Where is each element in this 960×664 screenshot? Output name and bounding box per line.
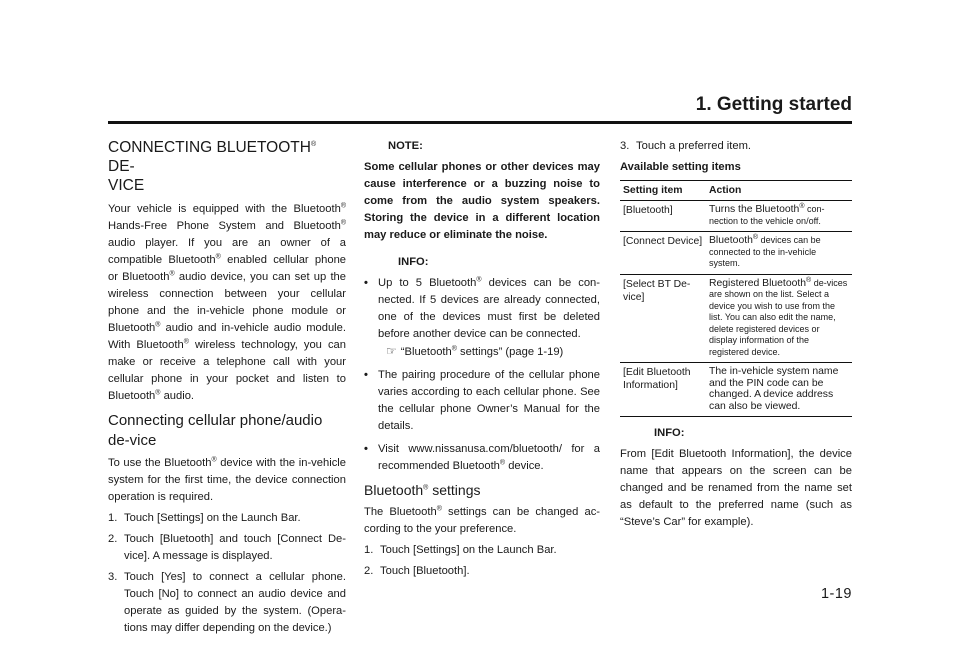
- info-paragraph: From [Edit Bluetooth Information], the device name that appears on the screen can be changed and be renamed from the name set as default to the preferred name (such as “Steve’s Car” for example).: [620, 448, 852, 528]
- column-header-action: Action: [706, 181, 852, 201]
- info-label-2: INFO:: [654, 427, 685, 439]
- column-2: [364, 138, 600, 584]
- reference-icon: ☞: [386, 344, 397, 358]
- info-label: INFO:: [398, 256, 429, 268]
- setting-item-cell: [Bluetooth]: [620, 201, 706, 232]
- table-row: [620, 201, 852, 232]
- list-item: • The pairing procedure of the cellular phone varies according to each cellular phone. See the cellular phone Owner’s Manual for the details.: [364, 369, 600, 432]
- list-item: 1. Touch [Settings] on the Launch Bar.: [108, 512, 301, 524]
- settings-intro-paragraph: The Bluetooth® settings can be changed ac-cording to the your preference.: [364, 505, 601, 535]
- action-cell: Registered Bluetooth® de-vices are shown on the list. Select a device you wish to use from the list. You can also edit the name, delete registered devices or display information of the registered device.: [706, 274, 852, 363]
- table-title: Available setting items: [620, 161, 741, 173]
- note-label: NOTE:: [388, 140, 423, 152]
- section-heading-settings: Bluetooth® settings: [364, 482, 481, 498]
- action-cell: Bluetooth® devices can be connected to the in-vehicle system.: [706, 232, 852, 275]
- intro-paragraph: Your vehicle is equipped with the Bluetooth® Hands-Free Phone System and Bluetooth® audio player. If you are an owner of a compatible Bluetooth® enabled cellular phone or Bluetooth® audio device, you can set up the wireless connection between your cellular phone and the in-vehicle phone module or Bluetooth® audio and in-vehicle audio module. With Bluetooth® wireless technology, you can make or receive a telephone call with your cellular phone in your pocket and listen to Bluetooth® audio.: [108, 202, 347, 402]
- setting-item-cell: [Select BT De-vice]: [620, 274, 706, 363]
- registered-mark: ®: [340, 219, 346, 227]
- connect-intro-paragraph: To use the Bluetooth® device with the in-vehicle system for the first time, the device connection operation is required.: [108, 456, 346, 503]
- registered-mark: ®: [183, 338, 189, 346]
- setting-item-cell: [Edit Bluetooth Information]: [620, 363, 706, 417]
- registered-mark: ®: [211, 456, 217, 464]
- registered-mark: ®: [423, 484, 429, 492]
- registered-mark: ®: [436, 505, 442, 513]
- column-3: [620, 138, 852, 534]
- note-paragraph: Some cellular phones or other devices may cause interference or a buzzing noise to come from the audio system speakers. Storing the device in a different location may reduce or eliminate the noise.: [364, 161, 600, 241]
- registered-mark: ®: [155, 321, 161, 329]
- column-header-setting-item: Setting item: [620, 181, 706, 201]
- registered-mark: ®: [155, 389, 161, 397]
- list-item: 3. Touch a preferred item.: [620, 140, 752, 152]
- info-bullets: [364, 275, 600, 475]
- page-number: 1-19: [820, 586, 852, 602]
- registered-mark: ®: [499, 459, 506, 467]
- list-item: 2. Touch [Bluetooth] and touch [Connect De-vice]. A message is displayed.: [108, 533, 346, 562]
- settings-table: [620, 180, 852, 417]
- settings-steps: [364, 542, 600, 580]
- table-row: [620, 232, 852, 275]
- list-item: • Up to 5 Bluetooth® devices can be con-nected. If 5 devices are already connected, one of the devices must first be deleted before another device can be connected. ☞ “Bluetooth® settings” (page 1-19): [364, 276, 601, 358]
- subheading-connecting-phone: Connecting cellular phone/audio de-vice: [108, 412, 323, 449]
- chapter-title: 1. Getting started: [695, 94, 852, 115]
- setting-item-cell: [Connect Device]: [620, 232, 706, 275]
- registered-mark: ®: [340, 202, 346, 210]
- header-rule: [108, 121, 852, 124]
- registered-mark: ®: [451, 345, 457, 353]
- action-cell: The in-vehicle system name and the PIN code can be changed. A device address can also be viewed.: [706, 363, 852, 417]
- column-1: [108, 138, 346, 641]
- registered-mark: ®: [806, 276, 812, 284]
- connect-steps: [108, 510, 346, 637]
- list-item: 3. Touch [Yes] to connect a cellular phone. Touch [No] to connect an audio device and operate as guided by the system. (Opera-tions may differ depending on the device.): [108, 571, 346, 634]
- list-item: 1. Touch [Settings] on the Launch Bar.: [364, 544, 557, 556]
- action-cell: Turns the Bluetooth® con-nection to the vehicle on/off.: [706, 201, 852, 232]
- list-item: • Visit www.nissanusa.com/bluetooth/ for a recommended Bluetooth® device.: [364, 443, 600, 472]
- registered-mark: ®: [476, 276, 482, 284]
- registered-mark: ®: [799, 203, 805, 210]
- list-item: 2. Touch [Bluetooth].: [364, 565, 470, 577]
- table-row: [620, 274, 852, 363]
- table-header-row: [620, 181, 852, 201]
- settings-steps-continued: [620, 138, 852, 155]
- section-heading-connecting: CONNECTING BLUETOOTH® DE- VICE: [108, 139, 317, 194]
- page-reference[interactable]: ☞ “Bluetooth® settings” (page 1-19): [386, 344, 564, 358]
- registered-mark: ®: [752, 234, 759, 241]
- registered-mark: ®: [215, 253, 221, 261]
- table-row: [620, 363, 852, 417]
- registered-mark: ®: [169, 270, 175, 278]
